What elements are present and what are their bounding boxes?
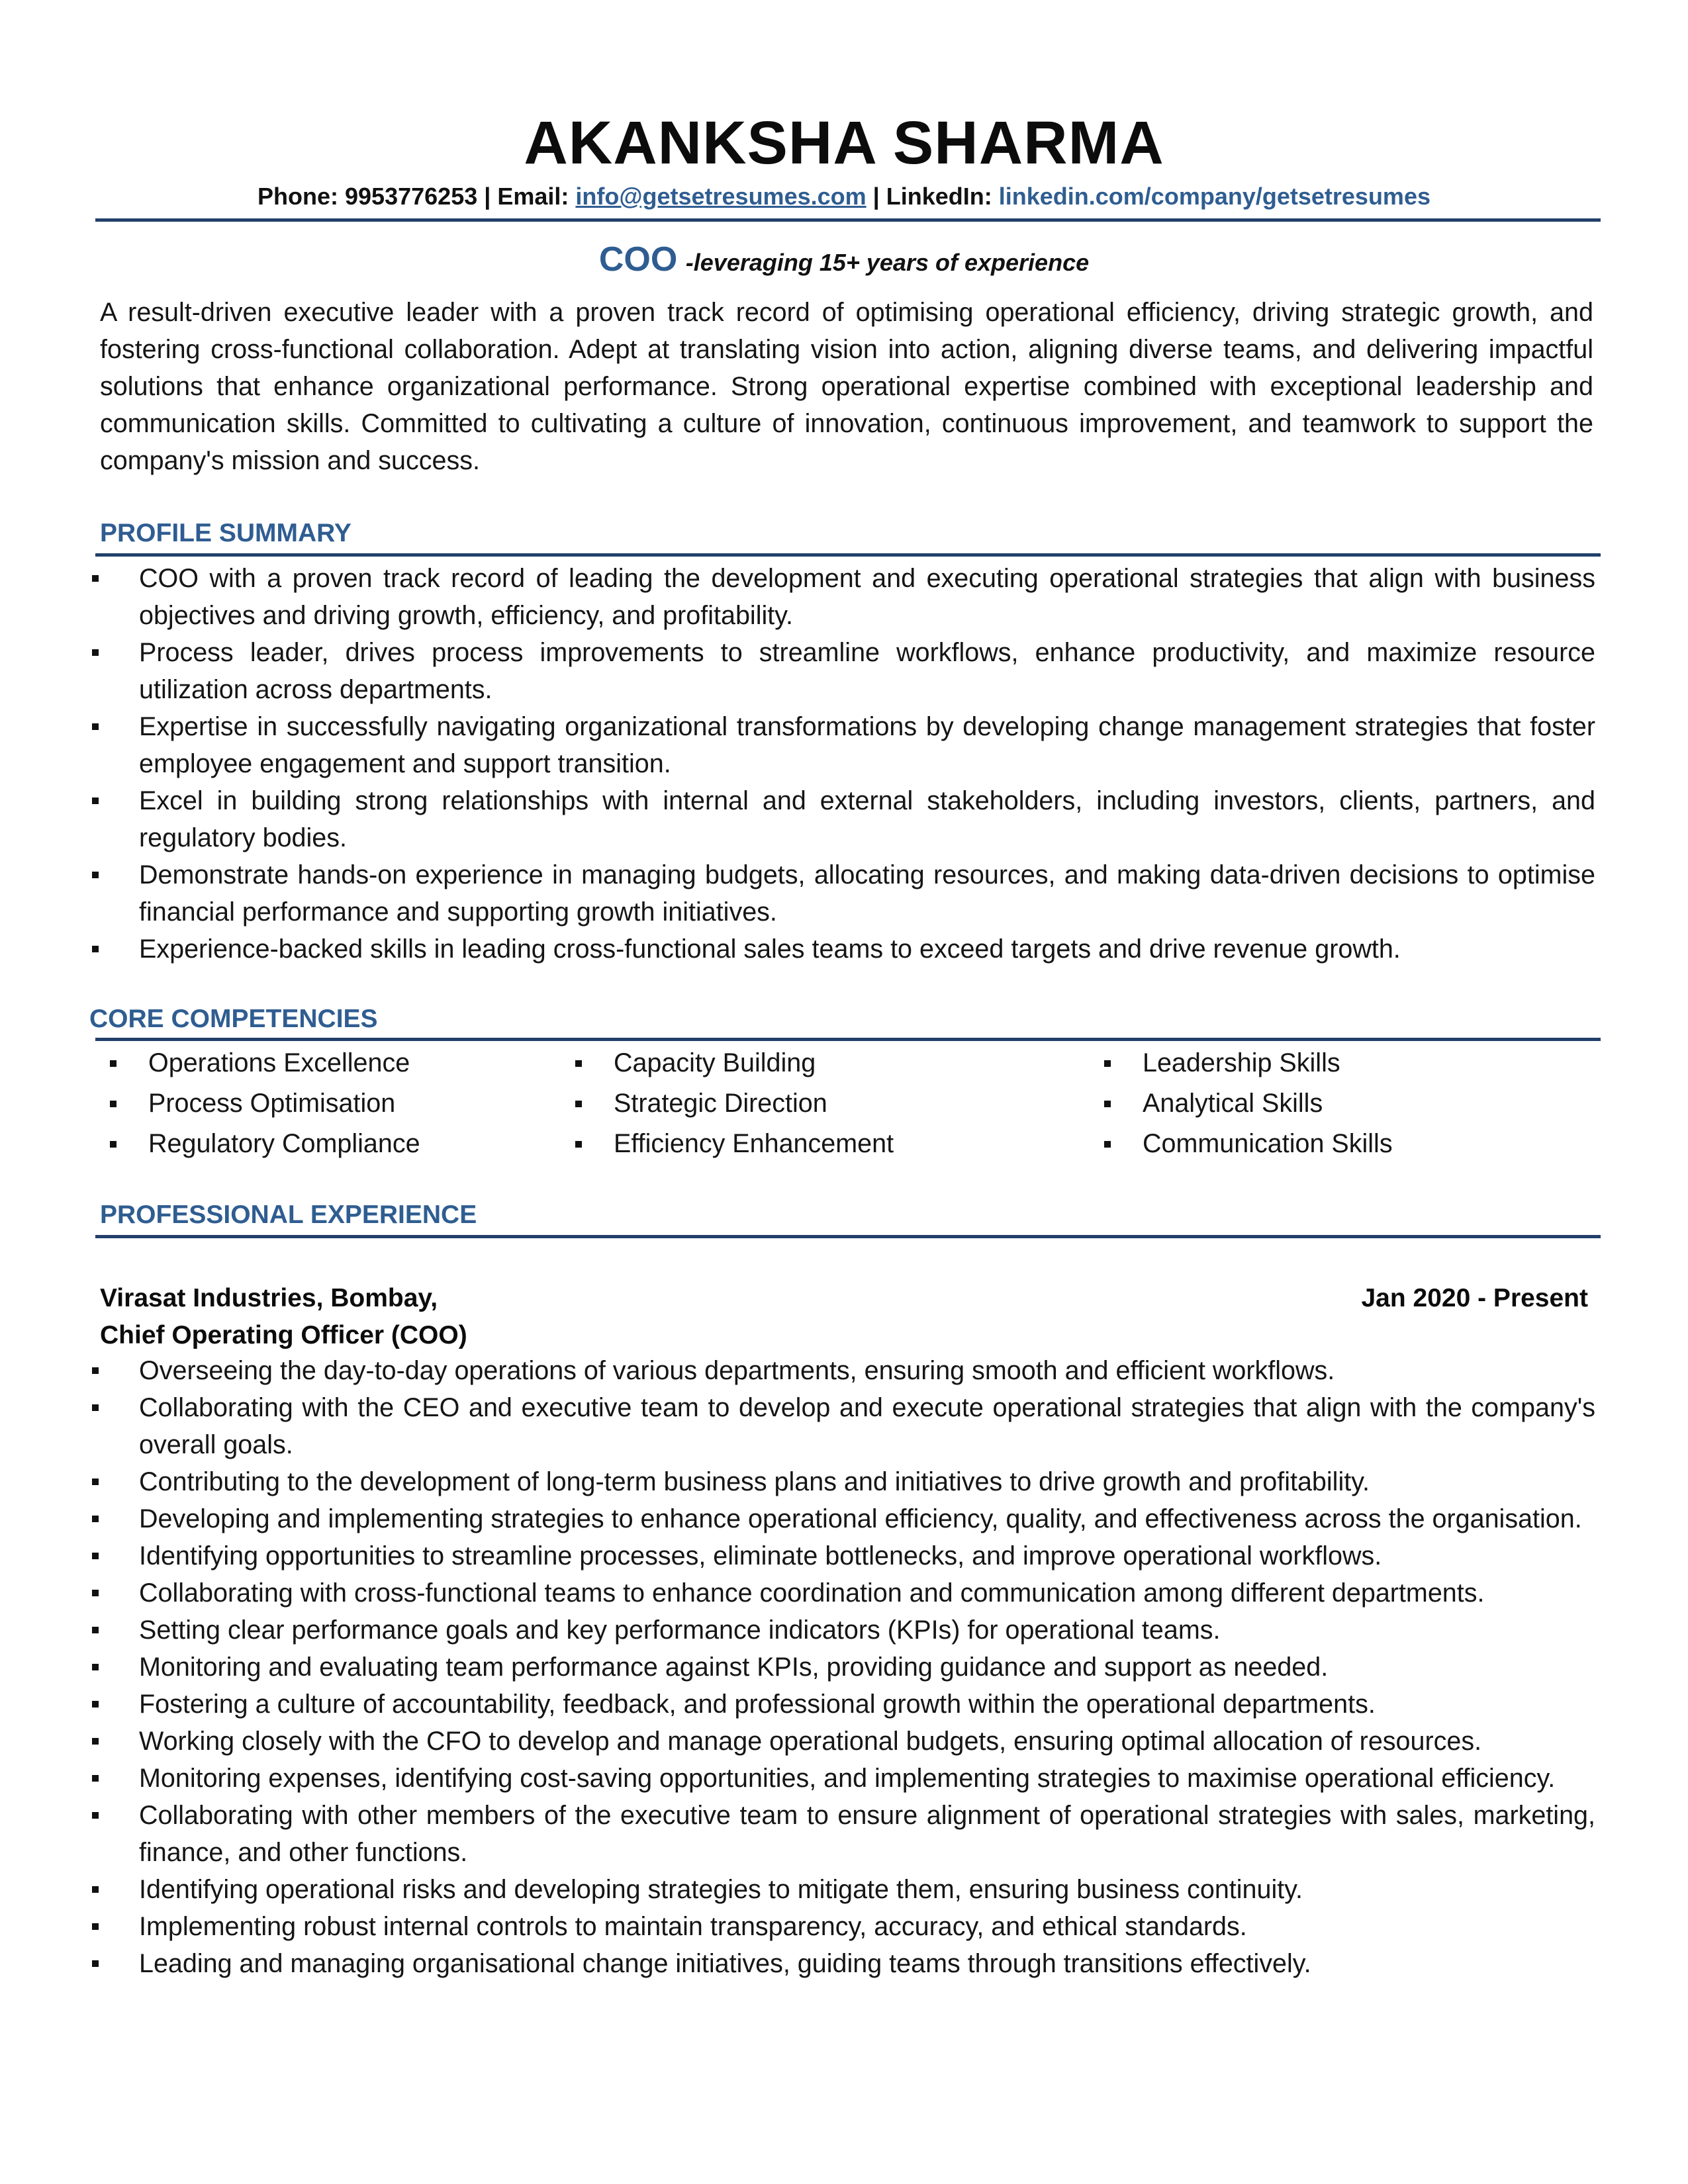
profile-summary-item: Demonstrate hands-on experience in managing budgets, allocating resources, and making data-driven decisions to optimise financial performance and supporting growth initiatives.: [86, 856, 1595, 931]
profile-summary-item: COO with a proven track record of leading the development and executing operational strategies that align with business objectives and driving growth, efficiency, and profitability.: [86, 560, 1595, 634]
competency-item: Analytical Skills: [1095, 1083, 1558, 1124]
experience-duty-item: Leading and managing organisational change initiatives, guiding teams through transitions effectively.: [86, 1945, 1595, 1982]
profile-summary-list: [86, 560, 1595, 968]
competency-column: [566, 1043, 1029, 1164]
headline: [0, 240, 1688, 279]
competency-item: Efficiency Enhancement: [566, 1124, 1029, 1164]
profile-summary-item: Excel in building strong relationships with internal and external stakeholders, including investors, clients, partners, and regulatory bodies.: [86, 782, 1595, 856]
section-divider: [95, 1038, 1601, 1041]
company-name: Virasat Industries, Bombay,: [100, 1284, 438, 1312]
candidate-name: AKANKSHA SHARMA: [524, 109, 1164, 177]
experience-duty-item: Fostering a culture of accountability, feedback, and professional growth within the operational departments.: [86, 1686, 1595, 1723]
competency-item: Operations Excellence: [101, 1043, 564, 1083]
headline-tagline: -leveraging 15+ years of experience: [685, 249, 1090, 276]
separator: |: [872, 183, 880, 210]
competency-item: Strategic Direction: [566, 1083, 1029, 1124]
headline-role: COO: [598, 240, 678, 279]
linkedin-label: LinkedIn:: [886, 183, 992, 210]
experience-duty-item: Identifying operational risks and developing strategies to mitigate them, ensuring business continuity.: [86, 1871, 1595, 1908]
job-dates: Jan 2020 - Present: [1361, 1284, 1588, 1312]
experience-duty-item: Implementing robust internal controls to maintain transparency, accuracy, and ethical standards.: [86, 1908, 1595, 1945]
profile-summary-item: Experience-backed skills in leading cross-functional sales teams to exceed targets and drive revenue growth.: [86, 931, 1595, 968]
experience-duty-item: Monitoring expenses, identifying cost-saving opportunities, and implementing strategies to maximise operational efficiency.: [86, 1760, 1595, 1797]
phone-number: 9953776253: [345, 183, 478, 210]
section-title-core-competencies: CORE COMPETENCIES: [89, 1005, 378, 1033]
separator: |: [484, 183, 491, 210]
competency-item: Leadership Skills: [1095, 1043, 1558, 1083]
email-link[interactable]: info@getsetresumes.com: [575, 183, 867, 210]
job-title: Chief Operating Officer (COO): [100, 1321, 467, 1349]
experience-duty-item: Monitoring and evaluating team performance against KPIs, providing guidance and support as needed.: [86, 1649, 1595, 1686]
experience-duty-item: Identifying opportunities to streamline processes, eliminate bottlenecks, and improve operational workflows.: [86, 1537, 1595, 1574]
competency-item: Capacity Building: [566, 1043, 1029, 1083]
experience-duty-item: Collaborating with the CEO and executive team to develop and execute operational strategies that align with the company's overall goals.: [86, 1389, 1595, 1463]
experience-duty-item: Setting clear performance goals and key performance indicators (KPIs) for operational teams.: [86, 1612, 1595, 1649]
experience-duty-item: Collaborating with other members of the executive team to ensure alignment of operational strategies with sales, marketing, finance, and other functions.: [86, 1797, 1595, 1871]
section-divider: [95, 553, 1601, 557]
section-title-profile-summary: PROFILE SUMMARY: [100, 519, 352, 547]
competency-column: [1095, 1043, 1558, 1164]
experience-duties-list: [86, 1352, 1595, 1982]
summary-paragraph: A result-driven executive leader with a proven track record of optimising operational efficiency, driving strategic growth, and fostering cross-functional collaboration. Adept at translating vision into action, aligning diverse teams, and delivering impactful solutions that enhance organizational performance. Strong operational expertise combined with exceptional leadership and communication skills. Committed to cultivating a culture of innovation, continuous improvement, and teamwork to support the company's mission and success.: [100, 298, 1593, 475]
experience-duty-item: Collaborating with cross-functional teams to enhance coordination and communication among different departments.: [86, 1574, 1595, 1612]
phone-label: Phone:: [258, 183, 338, 210]
email-label: Email:: [497, 183, 569, 210]
experience-duty-item: Developing and implementing strategies to enhance operational efficiency, quality, and effectiveness across the organisation.: [86, 1500, 1595, 1537]
linkedin-link[interactable]: linkedin.com/company/getsetresumes: [998, 183, 1430, 210]
competency-column: [101, 1043, 564, 1164]
experience-duty-item: Working closely with the CFO to develop and manage operational budgets, ensuring optimal allocation of resources.: [86, 1723, 1595, 1760]
contact-line: [0, 180, 1688, 213]
header-divider: [95, 218, 1601, 222]
section-divider: [95, 1235, 1601, 1238]
competency-item: Regulatory Compliance: [101, 1124, 564, 1164]
profile-summary-item: Process leader, drives process improvements to streamline workflows, enhance productivity, and maximize resource utilization across departments.: [86, 634, 1595, 708]
competency-item: Process Optimisation: [101, 1083, 564, 1124]
section-title-professional-experience: PROFESSIONAL EXPERIENCE: [100, 1201, 477, 1229]
experience-duty-item: Contributing to the development of long-term business plans and initiatives to drive growth and profitability.: [86, 1463, 1595, 1500]
profile-summary-item: Expertise in successfully navigating organizational transformations by developing change management strategies that foster employee engagement and support transition.: [86, 708, 1595, 782]
experience-duty-item: Overseeing the day-to-day operations of various departments, ensuring smooth and efficient workflows.: [86, 1352, 1595, 1389]
competency-item: Communication Skills: [1095, 1124, 1558, 1164]
